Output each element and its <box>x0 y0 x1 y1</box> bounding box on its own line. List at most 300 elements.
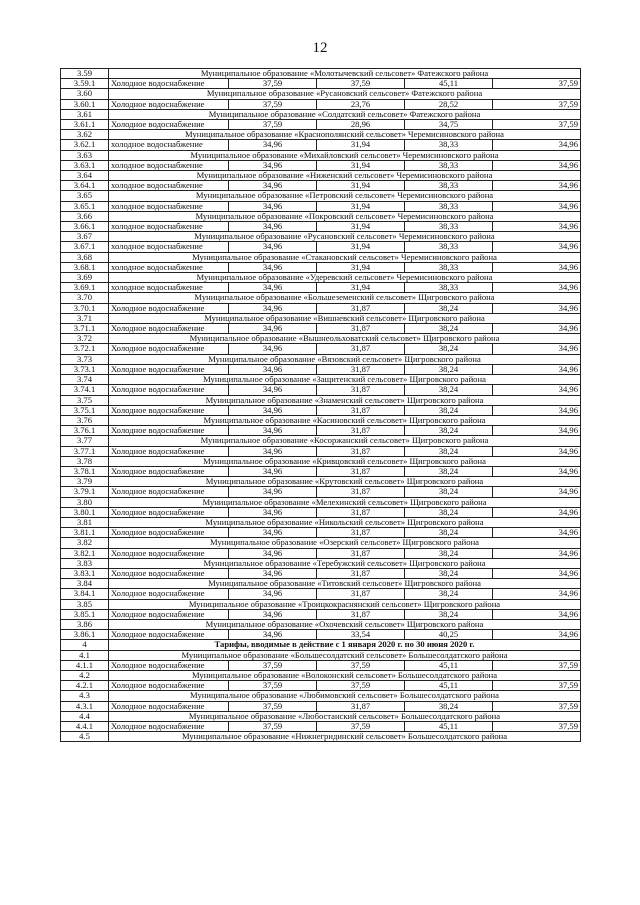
row-number: 3.71 <box>61 313 109 323</box>
row-number: 3.62 <box>61 130 109 140</box>
tariff-value: 37,59 <box>229 722 317 732</box>
municipality-heading-row <box>61 334 581 344</box>
municipality-title: Муниципальное образование «Нижнегридинский сельсовет» Большесолдатского района <box>109 732 581 742</box>
municipality-title: Муниципальное образование «Михайловский сельсовет» Черемисиновского района <box>109 150 581 160</box>
tariff-value: 34,96 <box>493 548 581 558</box>
tariff-value: 38,24 <box>405 446 493 456</box>
tariff-value: 31,94 <box>317 242 405 252</box>
tariff-value: 31,87 <box>317 385 405 395</box>
row-number: 3.82 <box>61 538 109 548</box>
row-number: 3.86 <box>61 619 109 629</box>
service-name: Холодное водоснабжение <box>109 568 229 578</box>
tariff-value: 34,96 <box>229 160 317 170</box>
tariff-value: 34,96 <box>493 528 581 538</box>
row-number: 4.4.1 <box>61 722 109 732</box>
service-name: Холодное водоснабжение <box>109 528 229 538</box>
municipality-title: Муниципальное образование «Любостанский сельсовет» Большесолдатского района <box>109 711 581 721</box>
tariff-value: 34,96 <box>229 364 317 374</box>
municipality-heading-row <box>61 232 581 242</box>
tariff-value: 37,59 <box>493 701 581 711</box>
tariff-value: 38,24 <box>405 385 493 395</box>
municipality-heading-row <box>61 293 581 303</box>
municipality-title: Муниципальное образование «Теребужский сельсовет» Щигровского района <box>109 558 581 568</box>
row-number: 3.76 <box>61 415 109 425</box>
tariff-value: 37,59 <box>317 79 405 89</box>
tariff-value: 34,96 <box>229 548 317 558</box>
municipality-heading-row <box>61 732 581 742</box>
row-number: 3.62.1 <box>61 140 109 150</box>
municipality-heading-row <box>61 354 581 364</box>
tariff-value: 31,87 <box>317 528 405 538</box>
tariff-value: 34,96 <box>493 426 581 436</box>
municipality-heading-row <box>61 273 581 283</box>
row-number: 3.75.1 <box>61 405 109 415</box>
tariff-value: 34,96 <box>493 283 581 293</box>
municipality-heading-row <box>61 395 581 405</box>
tariff-value: 31,87 <box>317 426 405 436</box>
tariff-value: 45,11 <box>405 660 493 670</box>
municipality-title: Муниципальное образование «Русановский сельсовет» Черемисиновского района <box>109 232 581 242</box>
municipality-heading-row <box>61 711 581 721</box>
tariff-value: 34,96 <box>229 242 317 252</box>
tariff-value: 38,33 <box>405 222 493 232</box>
municipality-heading-row <box>61 558 581 568</box>
row-number: 3.82.1 <box>61 548 109 558</box>
tariff-row <box>61 630 581 640</box>
tariff-value: 34,96 <box>493 446 581 456</box>
service-name: Холодное водоснабжение <box>109 426 229 436</box>
row-number: 3.68.1 <box>61 262 109 272</box>
tariff-value: 37,59 <box>493 681 581 691</box>
tariff-value: 38,24 <box>405 701 493 711</box>
row-number: 3.65.1 <box>61 201 109 211</box>
row-number: 3.66.1 <box>61 222 109 232</box>
municipality-heading-row <box>61 477 581 487</box>
row-number: 3.68 <box>61 252 109 262</box>
tariff-value: 38,24 <box>405 487 493 497</box>
tariff-row <box>61 181 581 191</box>
row-number: 3.79 <box>61 477 109 487</box>
tariff-value: 31,87 <box>317 548 405 558</box>
service-name: холодное водоснабжение <box>109 140 229 150</box>
tariff-row <box>61 262 581 272</box>
municipality-heading-row <box>61 89 581 99</box>
municipality-heading-row <box>61 313 581 323</box>
tariff-value: 34,96 <box>493 181 581 191</box>
tariff-row <box>61 364 581 374</box>
tariff-value: 34,96 <box>229 487 317 497</box>
row-number: 3.64 <box>61 171 109 181</box>
tariff-row <box>61 222 581 232</box>
tariff-row <box>61 385 581 395</box>
tariff-value: 31,94 <box>317 262 405 272</box>
row-number: 3.73 <box>61 354 109 364</box>
tariff-value: 31,87 <box>317 609 405 619</box>
row-number: 3.72 <box>61 334 109 344</box>
tariff-row <box>61 507 581 517</box>
tariff-value: 34,96 <box>229 405 317 415</box>
tariff-value: 34,96 <box>229 609 317 619</box>
municipality-heading-row <box>61 670 581 680</box>
tariff-value: 31,87 <box>317 487 405 497</box>
tariff-value: 34,96 <box>229 466 317 476</box>
row-number: 3.59.1 <box>61 79 109 89</box>
tariff-value: 34,96 <box>493 609 581 619</box>
municipality-title: Муниципальное образование «Озерский сельсовет» Щигровского района <box>109 538 581 548</box>
municipality-title: Муниципальное образование «Удеревский сельсовет» Черемисиновского района <box>109 273 581 283</box>
tariff-value: 34,96 <box>493 364 581 374</box>
municipality-title: Муниципальное образование «Большесолдатский сельсовет» Большесолдатского района <box>109 650 581 660</box>
municipality-heading-row <box>61 517 581 527</box>
municipality-title: Муниципальное образование «Краснополянский сельсовет» Черемисиновского района <box>109 130 581 140</box>
tariff-value: 34,96 <box>493 385 581 395</box>
service-name: Холодное водоснабжение <box>109 364 229 374</box>
tariff-value: 34,96 <box>493 630 581 640</box>
tariff-row <box>61 120 581 130</box>
tariff-value: 37,59 <box>493 120 581 130</box>
tariff-value: 37,59 <box>317 681 405 691</box>
row-number: 3.72.1 <box>61 344 109 354</box>
row-number: 3.78.1 <box>61 466 109 476</box>
tariff-row <box>61 446 581 456</box>
tariff-value: 37,59 <box>229 79 317 89</box>
service-name: Холодное водоснабжение <box>109 79 229 89</box>
service-name: Холодное водоснабжение <box>109 344 229 354</box>
tariff-value: 38,33 <box>405 283 493 293</box>
tariff-row <box>61 722 581 732</box>
municipality-heading-row <box>61 375 581 385</box>
municipality-title: Муниципальное образование «Крутовский сельсовет» Щигровского района <box>109 477 581 487</box>
municipality-heading-row <box>61 497 581 507</box>
municipality-title: Муниципальное образование «Ниженский сельсовет» Черемисиновского района <box>109 171 581 181</box>
tariff-row <box>61 548 581 558</box>
service-name: Холодное водоснабжение <box>109 466 229 476</box>
tariff-value: 31,94 <box>317 201 405 211</box>
row-number: 3.74 <box>61 375 109 385</box>
municipality-heading-row <box>61 171 581 181</box>
tariff-value: 38,24 <box>405 528 493 538</box>
service-name: Холодное водоснабжение <box>109 630 229 640</box>
row-number: 3.85 <box>61 599 109 609</box>
tariff-row <box>61 701 581 711</box>
municipality-title: Муниципальное образование «Кривцовский сельсовет» Щигровского района <box>109 456 581 466</box>
row-number: 4.2.1 <box>61 681 109 691</box>
row-number: 3.80 <box>61 497 109 507</box>
municipality-title: Муниципальное образование «Солдатский сельсовет» Фатежского района <box>109 109 581 119</box>
row-number: 3.61 <box>61 109 109 119</box>
row-number: 3.59 <box>61 69 109 79</box>
municipality-title: Муниципальное образование «Троицкокраснянский сельсовет» Щигровского района <box>109 599 581 609</box>
municipality-title: Муниципальное образование «Волоконский сельсовет» Большесолдатского района <box>109 670 581 680</box>
service-name: Холодное водоснабжение <box>109 548 229 558</box>
row-number: 3.66 <box>61 211 109 221</box>
service-name: Холодное водоснабжение <box>109 120 229 130</box>
service-name: Холодное водоснабжение <box>109 507 229 517</box>
row-number: 3.80.1 <box>61 507 109 517</box>
page-number: 12 <box>312 40 328 56</box>
service-name: холодное водоснабжение <box>109 262 229 272</box>
municipality-heading-row <box>61 252 581 262</box>
tariff-row <box>61 426 581 436</box>
tariff-value: 38,24 <box>405 426 493 436</box>
tariff-value: 38,24 <box>405 589 493 599</box>
row-number: 3.64.1 <box>61 181 109 191</box>
tariff-value: 31,87 <box>317 364 405 374</box>
row-number: 3.84 <box>61 579 109 589</box>
tariff-value: 37,59 <box>493 722 581 732</box>
tariff-value: 34,96 <box>493 324 581 334</box>
tariff-value: 34,96 <box>229 568 317 578</box>
tariff-row <box>61 609 581 619</box>
tariff-value: 37,59 <box>493 660 581 670</box>
tariff-value: 34,96 <box>229 222 317 232</box>
municipality-heading-row <box>61 415 581 425</box>
service-name: Холодное водоснабжение <box>109 405 229 415</box>
tariff-value: 34,96 <box>493 589 581 599</box>
tariff-row <box>61 681 581 691</box>
tariff-value: 34,96 <box>493 487 581 497</box>
tariff-value: 34,96 <box>229 201 317 211</box>
row-number: 3.70.1 <box>61 303 109 313</box>
tariff-value: 38,33 <box>405 242 493 252</box>
tariff-value: 31,94 <box>317 283 405 293</box>
municipality-heading-row <box>61 436 581 446</box>
municipality-heading-row <box>61 211 581 221</box>
row-number: 3.86.1 <box>61 630 109 640</box>
municipality-heading-row <box>61 538 581 548</box>
row-number: 3.77 <box>61 436 109 446</box>
row-number: 3.63.1 <box>61 160 109 170</box>
tariff-value: 34,96 <box>229 446 317 456</box>
tariff-value: 31,87 <box>317 701 405 711</box>
tariff-value: 38,24 <box>405 548 493 558</box>
municipality-title: Муниципальное образование «Молотычевский сельсовет» Фатежского района <box>109 69 581 79</box>
row-number: 4.2 <box>61 670 109 680</box>
service-name: Холодное водоснабжение <box>109 609 229 619</box>
tariff-value: 38,24 <box>405 507 493 517</box>
tariff-value: 37,59 <box>493 79 581 89</box>
municipality-title: Муниципальное образование «Русановский сельсовет» Фатежского района <box>109 89 581 99</box>
tariff-row <box>61 201 581 211</box>
service-name: Холодное водоснабжение <box>109 722 229 732</box>
municipality-heading-row <box>61 150 581 160</box>
tariff-value: 28,52 <box>405 99 493 109</box>
tariff-value: 34,96 <box>493 140 581 150</box>
row-number: 3.60 <box>61 89 109 99</box>
row-number: 4.5 <box>61 732 109 742</box>
row-number: 3.73.1 <box>61 364 109 374</box>
row-number: 4.1 <box>61 650 109 660</box>
service-name: Холодное водоснабжение <box>109 324 229 334</box>
municipality-heading-row <box>61 599 581 609</box>
municipality-title: Муниципальное образование «Покровский сельсовет» Черемисиновского района <box>109 211 581 221</box>
service-name: Холодное водоснабжение <box>109 303 229 313</box>
tariff-value: 34,96 <box>493 160 581 170</box>
municipality-heading-row <box>61 619 581 629</box>
tariff-row <box>61 140 581 150</box>
row-number: 3.67 <box>61 232 109 242</box>
tariff-value: 38,24 <box>405 364 493 374</box>
tariff-value: 34,96 <box>493 405 581 415</box>
municipality-title: Муниципальное образование «Защитенский сельсовет» Щигровского района <box>109 375 581 385</box>
row-number: 3.65 <box>61 191 109 201</box>
tariff-value: 34,96 <box>229 283 317 293</box>
tariff-value: 38,24 <box>405 466 493 476</box>
tariff-value: 23,76 <box>317 99 405 109</box>
row-number: 4.4 <box>61 711 109 721</box>
row-number: 3.69 <box>61 273 109 283</box>
row-number: 3.81.1 <box>61 528 109 538</box>
tariff-value: 38,33 <box>405 201 493 211</box>
tariff-value: 34,96 <box>229 324 317 334</box>
municipality-title: Муниципальное образование «Знаменский сельсовет» Щигровского района <box>109 395 581 405</box>
municipality-heading-row <box>61 650 581 660</box>
tariff-row <box>61 303 581 313</box>
service-name: Холодное водоснабжение <box>109 660 229 670</box>
row-number: 3.69.1 <box>61 283 109 293</box>
tariff-value: 34,96 <box>493 568 581 578</box>
tariff-value: 37,59 <box>229 681 317 691</box>
tariff-value: 38,24 <box>405 344 493 354</box>
municipality-title: Муниципальное образование «Никольский сельсовет» Щигровского района <box>109 517 581 527</box>
tariff-value: 34,96 <box>493 303 581 313</box>
tariff-value: 34,75 <box>405 120 493 130</box>
tariff-value: 34,96 <box>493 242 581 252</box>
tariff-value: 34,96 <box>229 426 317 436</box>
municipality-title: Муниципальное образование «Любимовский сельсовет» Большесолдатского района <box>109 691 581 701</box>
tariff-value: 31,94 <box>317 222 405 232</box>
tariff-row <box>61 660 581 670</box>
tariff-row <box>61 324 581 334</box>
tariff-row <box>61 589 581 599</box>
service-name: Холодное водоснабжение <box>109 589 229 599</box>
service-name: Холодное водоснабжение <box>109 446 229 456</box>
tariff-row <box>61 528 581 538</box>
tariff-row <box>61 405 581 415</box>
municipality-title: Муниципальное образование «Мелехинский сельсовет» Щигровского района <box>109 497 581 507</box>
tariff-value: 45,11 <box>405 722 493 732</box>
tariff-value: 31,87 <box>317 446 405 456</box>
row-number: 3.63 <box>61 150 109 160</box>
row-number: 3.85.1 <box>61 609 109 619</box>
row-number: 4.3.1 <box>61 701 109 711</box>
row-number: 3.70 <box>61 293 109 303</box>
municipality-heading-row <box>61 691 581 701</box>
service-name: Холодное водоснабжение <box>109 681 229 691</box>
tariff-value: 38,24 <box>405 405 493 415</box>
municipality-heading-row <box>61 456 581 466</box>
tariff-value: 31,87 <box>317 466 405 476</box>
municipality-title: Муниципальное образование «Петровский сельсовет» Черемисиновского района <box>109 191 581 201</box>
row-number: 3.79.1 <box>61 487 109 497</box>
tariff-value: 31,87 <box>317 589 405 599</box>
tariff-value: 31,87 <box>317 507 405 517</box>
municipality-title: Муниципальное образование «Охочевский сельсовет» Щигровского района <box>109 619 581 629</box>
tariff-value: 34,96 <box>229 140 317 150</box>
tariff-value: 34,96 <box>229 630 317 640</box>
row-number: 3.71.1 <box>61 324 109 334</box>
municipality-title: Муниципальное образование «Вязовский сельсовет» Щигровского района <box>109 354 581 364</box>
tariff-row <box>61 344 581 354</box>
tariff-table <box>60 68 581 742</box>
section-title: Тарифы, вводимые в действие с 1 января 2020 г. по 30 июня 2020 г. <box>109 640 581 650</box>
tariff-value: 34,96 <box>229 507 317 517</box>
row-number: 3.74.1 <box>61 385 109 395</box>
tariff-row <box>61 487 581 497</box>
municipality-heading-row <box>61 109 581 119</box>
tariff-value: 34,96 <box>493 344 581 354</box>
tariff-value: 34,96 <box>493 222 581 232</box>
tariff-value: 37,59 <box>229 660 317 670</box>
tariff-value: 31,87 <box>317 344 405 354</box>
tariff-value: 38,33 <box>405 140 493 150</box>
tariff-value: 34,96 <box>229 262 317 272</box>
tariff-value: 37,59 <box>493 99 581 109</box>
tariff-value: 37,59 <box>317 660 405 670</box>
tariff-row <box>61 568 581 578</box>
municipality-heading-row <box>61 130 581 140</box>
tariff-value: 31,94 <box>317 140 405 150</box>
tariff-value: 31,94 <box>317 160 405 170</box>
tariff-value: 37,59 <box>229 120 317 130</box>
municipality-title: Муниципальное образование «Титовский сельсовет» Щигровского района <box>109 579 581 589</box>
row-number: 4 <box>61 640 109 650</box>
row-number: 3.61.1 <box>61 120 109 130</box>
service-name: холодное водоснабжение <box>109 201 229 211</box>
tariff-value: 34,96 <box>229 344 317 354</box>
tariff-value: 37,59 <box>317 722 405 732</box>
municipality-title: Муниципальное образование «Стакановский сельсовет» Черемисиновского района <box>109 252 581 262</box>
tariff-row <box>61 160 581 170</box>
tariff-value: 45,11 <box>405 681 493 691</box>
tariff-value: 34,96 <box>229 528 317 538</box>
row-number: 3.81 <box>61 517 109 527</box>
service-name: Холодное водоснабжение <box>109 385 229 395</box>
tariff-value: 38,33 <box>405 181 493 191</box>
tariff-value: 31,94 <box>317 181 405 191</box>
tariff-row <box>61 283 581 293</box>
municipality-title: Муниципальное образование «Касиновский сельсовет» Щигровского района <box>109 415 581 425</box>
service-name: Холодное водоснабжение <box>109 99 229 109</box>
municipality-heading-row <box>61 579 581 589</box>
tariff-row <box>61 79 581 89</box>
row-number: 4.1.1 <box>61 660 109 670</box>
service-name: Холодное водоснабжение <box>109 487 229 497</box>
tariff-value: 38,24 <box>405 303 493 313</box>
tariff-value: 31,87 <box>317 303 405 313</box>
row-number: 3.60.1 <box>61 99 109 109</box>
tariff-value: 28,96 <box>317 120 405 130</box>
tariff-value: 31,87 <box>317 405 405 415</box>
municipality-heading-row <box>61 191 581 201</box>
tariff-value: 38,24 <box>405 324 493 334</box>
tariff-value: 33,54 <box>317 630 405 640</box>
tariff-value: 34,96 <box>493 262 581 272</box>
tariff-value: 40,25 <box>405 630 493 640</box>
municipality-title: Муниципальное образование «Большеземенский сельсовет» Щигровского района <box>109 293 581 303</box>
tariff-value: 34,96 <box>229 181 317 191</box>
tariff-value: 34,96 <box>493 466 581 476</box>
tariff-value: 31,87 <box>317 324 405 334</box>
tariff-value: 31,87 <box>317 568 405 578</box>
tariff-value: 38,33 <box>405 160 493 170</box>
service-name: холодное водоснабжение <box>109 181 229 191</box>
municipality-title: Муниципальное образование «Вышнеольховатский сельсовет» Щигровского района <box>109 334 581 344</box>
municipality-title: Муниципальное образование «Вишневский сельсовет» Щигровского района <box>109 313 581 323</box>
service-name: холодное водоснабжение <box>109 160 229 170</box>
tariff-value: 34,96 <box>493 201 581 211</box>
tariff-value: 37,59 <box>229 701 317 711</box>
